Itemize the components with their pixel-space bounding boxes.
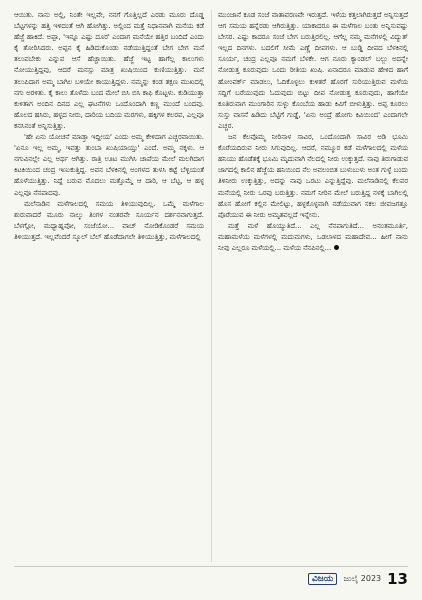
end-of-article-mark	[334, 245, 339, 250]
paragraph: ಆಯಿತು. ನಾನು ಅಲ್ಲಿ, ನಿಂತೇ ಇಲ್ಲವೇ, ನನಗೆ ಗೊತ್ತಿಲ್ಲದೆ ಎರಡು ಮೂರು ದೊಡ್ಡ ಬೆಟ್ಟಗಳನ್ನು ಹತ್ತಿ ಇಳಿದಂತೆ ಆಗಿ ಹೋಗಿತ್ತು. ಅಲ್ಲಿಂದ ಮತ್ತೆ ನಿಧಾನವಾಗಿ ಮನೆಯ ಕಡೆ ಹೆಜ್ಜೆ ಹಾಕಿದೆ. ಅಪ್ಪಾ, 'ಇನ್ನೂ ಎಷ್ಟು ದೂರ' ಎಂದಾಗ ಮನೆಯೇ ಹತ್ತಿರ ಬಂದಿದೆ ಎಂದು ಕೈ ತೋರಿಸಿದರು. ಅಪ್ಪನ ಕೈ ಹಿಡಿದುಕೊಂಡು ನಡೆಯುತ್ತಿದ್ದಂತೆ ಬೇಗ ಬೇಗ ಮನೆ ತಲುಪಬೇಕು ಎನ್ನುವ ಆಸೆ ಹೆಚ್ಚಾಯಿತು. ಹೆಜ್ಜೆ ಇಟ್ಟ ಹಾಗೆಲ್ಲ ಕಾಲುಗಳು ನೋಯುತ್ತಿದ್ದವು, ಆದರೆ ಮನಸ್ಸು ಮಾತ್ರ ಖುಷಿಯಿಂದ ಕುಣಿಯುತ್ತಿತ್ತು. ಮನೆ ತಲುಪಿದಾಗ ಅಮ್ಮ ಬಾಗಿಲ ಬಳಿಯೇ ಕಾಯುತ್ತಿದ್ದಳು. ನಮ್ಮನ್ನು ಕಂಡ ತಕ್ಷಣ ಮುಖದಲ್ಲಿ ನಗು ಅರಳಿತು. ಕೈ ಕಾಲು ತೊಳೆದು ಬಂದ ಮೇಲೆ ಬಿಸಿ ಬಿಸಿ ಕಾಫಿ ಕೊಟ್ಟಳು. ಕುಡಿಯುತ್ತಾ ಕುಳಿತಾಗ ಅಂದಿನ ದಿನದ ಎಲ್ಲ ಘಟನೆಗಳು ಒಂದೊಂದಾಗಿ ಕಣ್ಣ ಮುಂದೆ ಬಂದವು. ಹೊಲದ ಹಸಿರು, ಹಳ್ಳದ ನೀರು, ದಾರಿಯ ಬದಿಯ ಮರಗಳು, ಹಕ್ಕಿಗಳ ಕಲರವ, ಎಲ್ಲವೂ ಕನಸಿನಂತೆ ಅನ್ನಿಸುತ್ತಿತ್ತು.	[14, 11, 204, 130]
left-column	[14, 10, 204, 562]
right-column	[218, 10, 408, 562]
paragraph-text: ಮತ್ತೆ ಮಳೆ ಹೊಯ್ಯುತಿದೆ... ಎಲ್ಲ ನೆನಪಾಗುತಿದೆ... ಅನಂತಮೂರ್ತಿ, ಮಹಾಮಳೆಯ ಮಳೆಗಳಲ್ಲಿ ಮದುಮಗಳು, ಒಡಲಾಳದ ಮಹಾದೇವ... ಹೀಗೆ ನಾನು ನೀವು ಎಲ್ಲರೂ ಮಳೆಯಲ್ಲಿ... ಮಳೆಯ ನೆನಪಿನಲ್ಲಿ...	[218, 221, 408, 252]
issue-date: ಜುಲೈ 2023	[343, 574, 382, 583]
page-number: 13	[387, 570, 408, 588]
paragraph: ಮುಂಜಾನೆ ಕೂಡ ಸಂಜೆ ವಾತಾವರಣವೇ ಇರುತ್ತದೆ. ಇಳೆಯ ಕತ್ತಲಾಗಿರುತ್ತದೆ ಅನ್ನಿಸುತ್ತದೆ ಆಗ ಸಮಯ ಹನ್ನೆರಡು ಆಗಿರುತ್ತಿತ್ತು. ಯಾಕಾದರೂ ಈ ಮಳೆಗಾಲ ಬಂತು ಅನ್ನಿಸುವಷ್ಟು ಬೇಸರ. ಎಷ್ಟು ಕಾದರೂ ಸಂಜೆ ಬೇಗ ಬರುತ್ತಿರಲಿಲ್ಲ. ಆಗೆಲ್ಲ ನಮ್ಮ ಮನೆಗಳಲ್ಲಿ ವಿದ್ಯುತ್ ಇಲ್ಲದ ದಿನಗಳು. ಬದಲಿಗೆ ಸೀಮೆ ಎಣ್ಣೆ ದೀಪಗಳು. ಆ ಬುಡ್ಡಿ ದೀಪದ ಬೆಳಕಿನಲ್ಲಿ ಸೂರ್ಯ, ಚಂದ್ರ ಎಲ್ಲವೂ ನಮಗೆ ಬೆಳಕೇ. ಆಗ ನೂರು ಕ್ಯಾಂಡಲ್ ಬಲ್ಬು ಅದನ್ನೇ ನೋಡುತ್ತ ಕೂರುವುದು ಒಂದು ರೀತಿಯ ಖುಷಿ. ಏನಾದರೂ ಮಾಡುವ ಹೇಳಿದ ಹಾಗೆ ಹೋಂವರ್ಕ್ ಮಾಡಲು, ಓದಿಕೊಳ್ಳಲು ಕುಳಿತರೆ ಹೊರಗೆ ಸುರಿಯುತ್ತಿರುವ ಮಳೆಯ ಸದ್ದಿಗೆ ಬರೆಯುವುದು ಓದುವುದು ಬಿಟ್ಟು ದೀಪ ನೋಡುತ್ತ ಕೂರುವುದು, ಹಾಗೆಯೇ ಕೂತಿರುವಾಗ ಮುಂಗಾರಿನ ಸುಳ್ಳು ಕೊಂಬೆಯ ಹಾಡು ಕಿವಿಗೆ ಬೀಳುತ್ತಿತ್ತು. ಅಪ್ಪ ಕೂರಲು ಸುಸ್ತು ವಾಸನೆ ಹಿಡಿದು ಬೆಟ್ಟಿಗೆ ಗುಡ್ಡೆ, 'ಏನು ಅಂದ್ರೆ ಹೋಗು ಕಿವಿಯಿಂದ' ಎಂದಾಗಲೇ ಎಚ್ಚರ.	[218, 11, 408, 130]
paragraph: ಜನ ಕೆಲವೊಮ್ಮ ನೀರಿನಾಳ ಸಾವಿರ, ಒಂದೊಂದಾಗಿ ಸಾವಿರ ಅಡಿ ಭೂಮಿ ಕೊರೆಯದಿರುವ ನೀರು ಸಿಗುವುದಿಲ್ಲ. ಆದರೆ, ನಮ್ಮೂರ ಕಡೆ ಮಳೆಗಾಲದಲ್ಲಿ ಮಳೆಯ ಹನಿಯು ಹೊಡೆತಕ್ಕೆ ಭೂಮಿ ಮೃದುವಾಗಿ ನೆಲದಲ್ಲಿ ನೀರು ಉಕ್ಕುತ್ತದೆ. ನಾವು ತಿರುಗಾಡುವ ಜಾಗದಲ್ಲಿ ಕಾಲಿನ ಹೆಜ್ಜೆಯ ಹನಿಯಿಂದ ನೆಲ ಅವಲಂಬಿತ ಬುಳುಬುಳು ಅಂತ ಗುಳ್ಳೆ ಬಂದು ತಿಳಿನೀರು ಉಕ್ಕುತ್ತಿತ್ತು, ಅದನ್ನು ನಾವು ಒರಟು ಎನ್ನುತ್ತಿದ್ದೆವು. ಮಲೆನಾಡಿನಲ್ಲಿ ಕೆಲವರ ಮನೆಯಲ್ಲಿ ನೀರು ಒರವು ಬರುತ್ತಿತ್ತು. ನಮಗೆ ನೀರಿನ ಮೇಲೆ ಬರುತ್ತಿದ್ದ ನಳಕ್ಕೆ ಬಾಗಿಲಲ್ಲಿ ಹೊಸ ಹೋಗೆ ಕಲ್ಲಿನ ಮೇಲಿಟ್ಟು, ಹಳ್ಳಕೊಳ್ಳವಾಗಿ ನಡೆಯುವಾಗ ಸಕಲ ಜೀವಜಗತ್ತೂ ಪೊರೆಯುವ ಈ ನೀರು ಅಮೃತವಲ್ಲದೆ ಇನ್ನೇನು.	[218, 133, 408, 219]
page-footer	[14, 566, 408, 591]
paragraph: ಮಲೆನಾಡಿನ ಮಳೆಗಾಲದಲ್ಲಿ ಸಮಯ ತಿಳಿಯುವುದಿಲ್ಲ. ಒಮ್ಮೆ ಮಳೆಗಾಲ ಶುರುವಾದರೆ ಮೂರು ನಾಲ್ಕು ತಿಂಗಳ ನಂತರವೇ ಸೂರ್ಯನ ದರ್ಶನವಾಗುತ್ತದೆ. ಬೆಳಗ್ಗೋ, ಮಧ್ಯಾಹ್ನವೋ, ಸಂಜೆಯೋ... ವಾಚ್ ನೋಡಿಕೊಂಡರೆ ಸಮಯ ತಿಳಿಯುತ್ತದೆ. ಇಲ್ಲವೆಂದರೆ ಸ್ಕೂಲ್ ಬೆಲ್ ಹೊಡೆದಾಗಲೇ ತಿಳಿಯುತ್ತಿತ್ತು, ಮಳೆಗಾಲದಲ್ಲಿ	[14, 199, 204, 241]
paragraph	[218, 221, 408, 254]
magazine-logo: ವಿಜಯ	[308, 573, 338, 585]
paragraph: 'ಹೇ ಏನು ಯೋಚನೆ ಮಾಡ್ತಾ ಇದ್ದೀಯ' ಎಂದು ಅಮ್ಮ ಕೇಳಿದಾಗ ಎಚ್ಚರವಾಯಿತು. 'ಏನೂ ಇಲ್ಲ ಅಮ್ಮ, ಇವತ್ತು ತುಂಬಾ ಖುಷಿಯಾಯ್ತು' ಎಂದೆ. ಅಮ್ಮ ನಕ್ಕಳು. ಆ ನಗುವಿನಲ್ಲೇ ಎಲ್ಲ ಅರ್ಥ ಆಗಿತ್ತು. ರಾತ್ರಿ ಊಟ ಮುಗಿಸಿ ಚಾಪೆಯ ಮೇಲೆ ಮಲಗಿದಾಗ ಕಿಟಕಿಯಿಂದ ಚಂದ್ರ ಇಣುಕುತ್ತಿದ್ದ. ಅವನ ಬೆಳಕಿನಲ್ಲಿ ಅಂಗಳದ ತುಳಸಿ ಕಟ್ಟೆ ಬೆಳ್ಳಿಯಂತೆ ಹೊಳೆಯುತ್ತಿತ್ತು. ನಿದ್ದೆ ಬರುವ ಮೊದಲು ಮತ್ತೊಮ್ಮೆ ಆ ದಾರಿ, ಆ ಬೆಟ್ಟ, ಆ ಹಳ್ಳ ಎಲ್ಲವೂ ನೆನಪಾದವು.	[14, 133, 204, 197]
column-divider	[211, 10, 212, 562]
article-body	[14, 10, 408, 562]
